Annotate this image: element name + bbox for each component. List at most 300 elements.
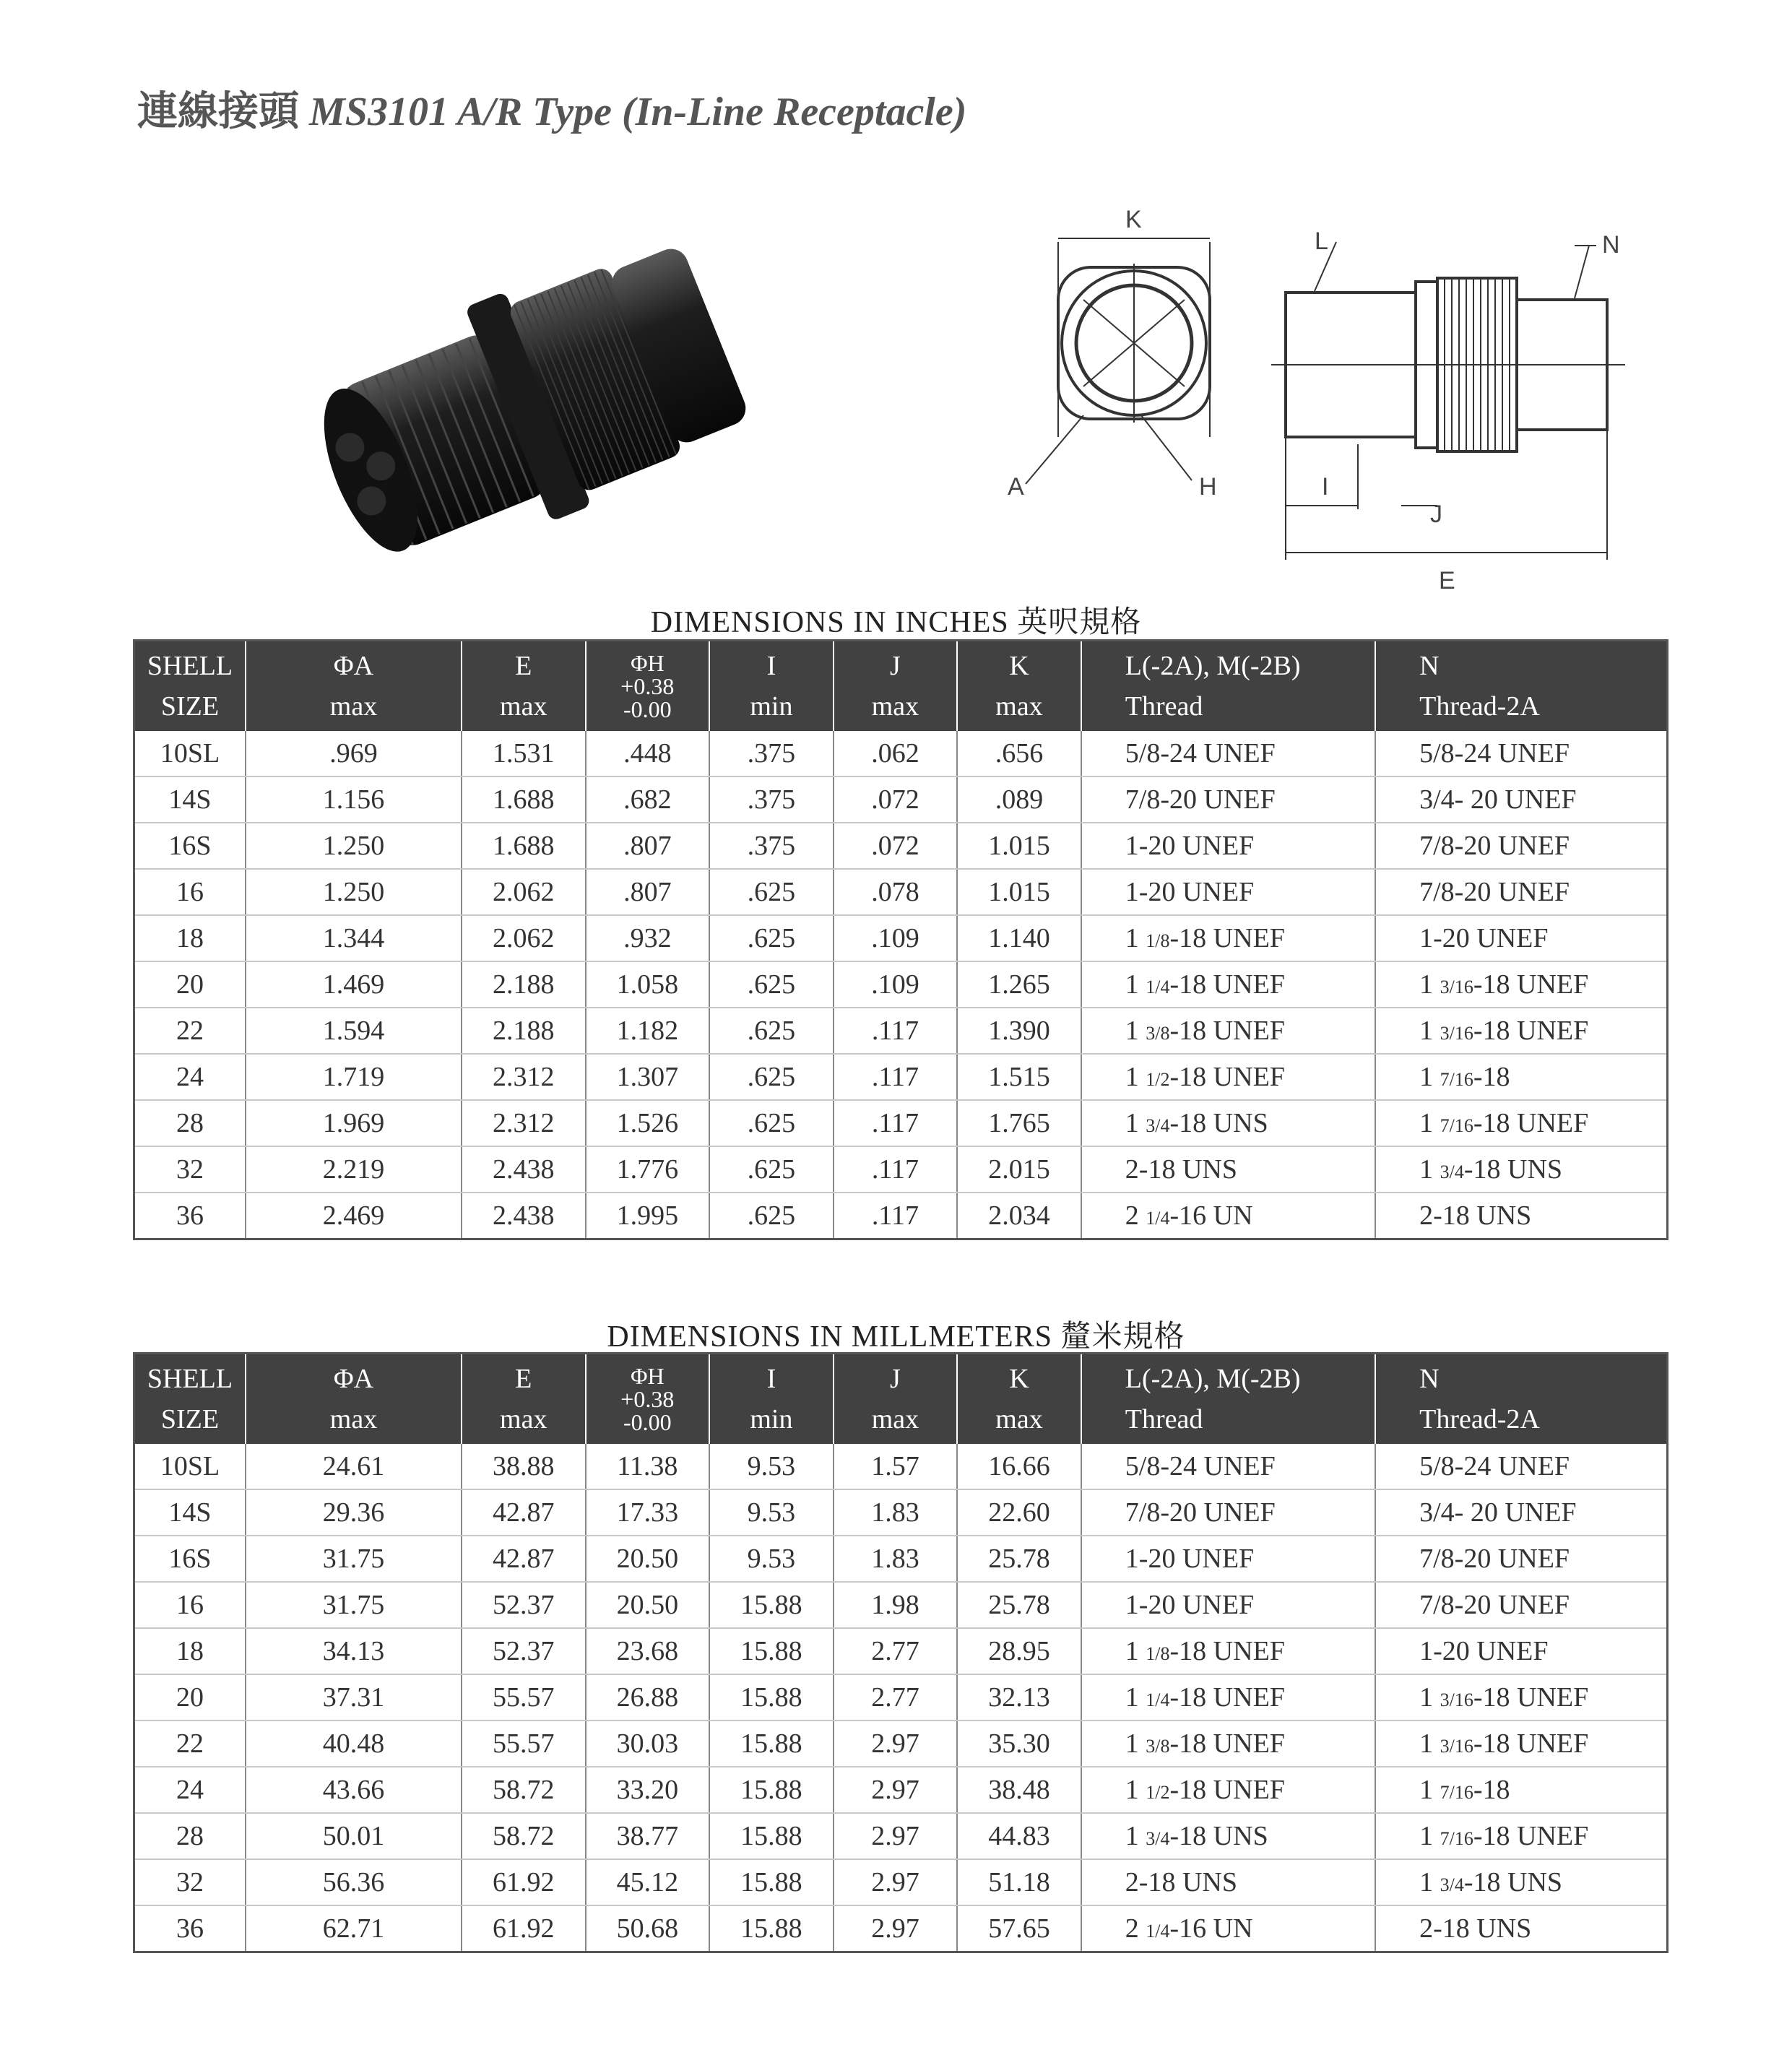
cell-k: 25.78 — [957, 1582, 1081, 1628]
cell-shell: 32 — [134, 1859, 246, 1905]
col-a: ΦA max — [246, 641, 462, 732]
thread-text: -18 UNEF — [1473, 1016, 1589, 1046]
table-row — [134, 1767, 1668, 1813]
cell-j: .117 — [834, 1008, 958, 1054]
thread-text: -16 UN — [1169, 1200, 1253, 1231]
thread-fraction: 3/4 — [1440, 1161, 1464, 1182]
cell-l-thread — [1081, 1489, 1375, 1536]
cell-shell: 16S — [134, 1536, 246, 1582]
table-row — [134, 823, 1668, 869]
label-i: I — [1322, 473, 1329, 501]
cell-e: 61.92 — [462, 1905, 586, 1952]
thread-text: -18 UNEF — [1169, 1775, 1285, 1805]
thread-text: 1 — [1125, 1821, 1146, 1851]
thread-text: 1 — [1419, 1154, 1440, 1185]
cell-shell: 24 — [134, 1767, 246, 1813]
cell-e: 58.72 — [462, 1813, 586, 1859]
table-row — [134, 1146, 1668, 1193]
thread-text: 1 — [1125, 1062, 1146, 1092]
cell-l-thread — [1081, 1628, 1375, 1674]
page-title — [137, 79, 966, 137]
cell-i: 15.88 — [709, 1582, 834, 1628]
cell-n-thread — [1375, 1054, 1667, 1100]
cell-k: 1.515 — [957, 1054, 1081, 1100]
inches-caption: DIMENSIONS IN INCHES 英呎規格 — [650, 606, 1142, 639]
cell-k: 32.13 — [957, 1674, 1081, 1721]
col-e: E max — [462, 641, 586, 732]
cell-j: 2.97 — [834, 1813, 958, 1859]
title-zh: 連線接頭 — [137, 90, 299, 134]
table-row — [134, 1674, 1668, 1721]
thread-text: 1 — [1419, 1062, 1440, 1092]
thread-text: 5/8-24 UNEF — [1419, 738, 1570, 769]
cell-n-thread — [1375, 1193, 1667, 1239]
cell-e: 55.57 — [462, 1674, 586, 1721]
cell-a: 1.969 — [246, 1100, 462, 1146]
cell-e: 2.312 — [462, 1100, 586, 1146]
cell-a: 40.48 — [246, 1721, 462, 1767]
cell-k: 1.765 — [957, 1100, 1081, 1146]
table-row — [134, 915, 1668, 961]
cell-k: 1.140 — [957, 915, 1081, 961]
cell-i: .625 — [709, 915, 834, 961]
cell-n-thread — [1375, 1813, 1667, 1859]
cell-i: 15.88 — [709, 1905, 834, 1952]
table-row — [134, 1444, 1668, 1489]
col-i: I min — [709, 641, 834, 732]
thread-text: 1 — [1419, 1728, 1440, 1759]
cell-shell: 14S — [134, 1489, 246, 1536]
cell-shell: 10SL — [134, 1444, 246, 1489]
thread-text: -18 UNEF — [1169, 1016, 1285, 1046]
cell-i: 15.88 — [709, 1628, 834, 1674]
table-row — [134, 1008, 1668, 1054]
cell-e: 2.062 — [462, 869, 586, 915]
cell-i: .625 — [709, 1054, 834, 1100]
table-row — [134, 1193, 1668, 1239]
thread-text: 2 — [1125, 1200, 1146, 1231]
cell-j: .072 — [834, 823, 958, 869]
col-e: E max — [462, 1354, 586, 1445]
label-k: K — [1125, 206, 1142, 233]
thread-text: 1 — [1419, 1867, 1440, 1897]
mm-table — [133, 1352, 1668, 1953]
table-row — [134, 776, 1668, 823]
thread-text: -18 UNEF — [1473, 1682, 1589, 1713]
cell-h: 1.526 — [586, 1100, 710, 1146]
thread-fraction: 1/2 — [1146, 1782, 1170, 1803]
thread-text: -16 UN — [1169, 1913, 1253, 1944]
cell-shell: 18 — [134, 1628, 246, 1674]
cell-h: 33.20 — [586, 1767, 710, 1813]
cell-e: 1.688 — [462, 823, 586, 869]
table-row — [134, 1054, 1668, 1100]
cell-shell: 36 — [134, 1905, 246, 1952]
cell-h: 23.68 — [586, 1628, 710, 1674]
col-h: ΦH +0.38 -0.00 — [586, 1354, 710, 1445]
cell-l-thread — [1081, 776, 1375, 823]
cell-i: 15.88 — [709, 1721, 834, 1767]
label-h: H — [1199, 473, 1217, 501]
cell-l-thread — [1081, 1536, 1375, 1582]
cell-h: 1.776 — [586, 1146, 710, 1193]
cell-a: 34.13 — [246, 1628, 462, 1674]
col-n-thread: N Thread-2A — [1375, 1354, 1667, 1445]
cell-h: .807 — [586, 869, 710, 915]
label-n: N — [1602, 231, 1620, 259]
cell-h: 1.182 — [586, 1008, 710, 1054]
cell-h: 45.12 — [586, 1859, 710, 1905]
cell-l-thread — [1081, 1146, 1375, 1193]
table-row — [134, 1628, 1668, 1674]
cell-j: 2.97 — [834, 1905, 958, 1952]
thread-fraction: 1/4 — [1146, 977, 1170, 997]
cell-a: 2.469 — [246, 1193, 462, 1239]
cell-l-thread — [1081, 1813, 1375, 1859]
thread-text: -18 UNS — [1169, 1821, 1268, 1851]
cell-j: 1.98 — [834, 1582, 958, 1628]
col-i: I min — [709, 1354, 834, 1445]
table-row — [134, 1859, 1668, 1905]
thread-fraction: 3/16 — [1440, 1736, 1473, 1757]
cell-h: .682 — [586, 776, 710, 823]
cell-j: 2.97 — [834, 1859, 958, 1905]
thread-text: 2-18 UNS — [1419, 1913, 1532, 1944]
cell-i: .625 — [709, 1008, 834, 1054]
cell-a: 1.719 — [246, 1054, 462, 1100]
thread-text: 5/8-24 UNEF — [1125, 1451, 1276, 1481]
cell-j: 1.83 — [834, 1489, 958, 1536]
thread-fraction: 3/4 — [1440, 1874, 1464, 1895]
cell-n-thread — [1375, 1536, 1667, 1582]
thread-text: 1-20 UNEF — [1125, 1590, 1255, 1620]
cell-e: 38.88 — [462, 1444, 586, 1489]
cell-k: 38.48 — [957, 1767, 1081, 1813]
cell-i: .625 — [709, 869, 834, 915]
cell-i: .625 — [709, 1100, 834, 1146]
cell-shell: 32 — [134, 1146, 246, 1193]
mm-caption: DIMENSIONS IN MILLMETERS 釐米規格 — [607, 1320, 1185, 1354]
thread-text: 1-20 UNEF — [1125, 1544, 1255, 1574]
thread-text: 1 — [1419, 1775, 1440, 1805]
cell-h: 30.03 — [586, 1721, 710, 1767]
thread-text: 1 — [1419, 1108, 1440, 1138]
cell-n-thread — [1375, 1767, 1667, 1813]
thread-text: 1 — [1125, 1016, 1146, 1046]
cell-n-thread — [1375, 1859, 1667, 1905]
cell-i: 15.88 — [709, 1767, 834, 1813]
thread-text: -18 UNEF — [1169, 969, 1285, 1000]
cell-h: 1.058 — [586, 961, 710, 1008]
cell-l-thread — [1081, 1008, 1375, 1054]
cell-a: 37.31 — [246, 1674, 462, 1721]
cell-n-thread — [1375, 1008, 1667, 1054]
title-en: MS3101 A/R Type (In-Line Receptacle) — [309, 90, 967, 134]
cell-j: .072 — [834, 776, 958, 823]
cell-j: 1.83 — [834, 1536, 958, 1582]
thread-text: -18 UNEF — [1169, 923, 1285, 953]
cell-e: 61.92 — [462, 1859, 586, 1905]
cell-l-thread — [1081, 1054, 1375, 1100]
col-j: J max — [834, 1354, 958, 1445]
cell-l-thread — [1081, 915, 1375, 961]
thread-fraction: 1/8 — [1146, 930, 1170, 951]
cell-j: 2.97 — [834, 1767, 958, 1813]
cell-l-thread — [1081, 1444, 1375, 1489]
cell-a: 1.250 — [246, 869, 462, 915]
thread-fraction: 1/8 — [1146, 1643, 1170, 1664]
table-row — [134, 1721, 1668, 1767]
cell-k: 1.015 — [957, 823, 1081, 869]
thread-text: -18 — [1473, 1062, 1510, 1092]
cell-n-thread — [1375, 1100, 1667, 1146]
thread-text: -18 UNEF — [1473, 1108, 1589, 1138]
thread-text: 2 — [1125, 1913, 1146, 1944]
thread-text: 1 — [1125, 1775, 1146, 1805]
table-row — [134, 731, 1668, 776]
cell-a: 62.71 — [246, 1905, 462, 1952]
thread-text: 1 — [1125, 923, 1146, 953]
cell-k: 57.65 — [957, 1905, 1081, 1952]
cell-j: .078 — [834, 869, 958, 915]
cell-shell: 20 — [134, 961, 246, 1008]
cell-a: 1.250 — [246, 823, 462, 869]
thread-fraction: 3/16 — [1440, 977, 1473, 997]
cell-a: 56.36 — [246, 1859, 462, 1905]
cell-a: 29.36 — [246, 1489, 462, 1536]
label-l: L — [1315, 228, 1328, 255]
cell-e: 2.188 — [462, 961, 586, 1008]
col-l-thread: L(-2A), M(-2B) Thread — [1081, 641, 1375, 732]
cell-k: 1.265 — [957, 961, 1081, 1008]
cell-a: 1.156 — [246, 776, 462, 823]
cell-k: 22.60 — [957, 1489, 1081, 1536]
cell-e: 2.312 — [462, 1054, 586, 1100]
cell-l-thread — [1081, 1721, 1375, 1767]
thread-text: 1 — [1419, 969, 1440, 1000]
cell-n-thread — [1375, 1444, 1667, 1489]
col-a: ΦA max — [246, 1354, 462, 1445]
cell-i: .375 — [709, 731, 834, 776]
cell-i: .625 — [709, 1146, 834, 1193]
thread-text: 2-18 UNS — [1125, 1154, 1237, 1185]
cell-shell: 10SL — [134, 731, 246, 776]
cell-n-thread — [1375, 1582, 1667, 1628]
thread-text: 1-20 UNEF — [1419, 923, 1549, 953]
cell-shell: 28 — [134, 1813, 246, 1859]
cell-n-thread — [1375, 869, 1667, 915]
cell-k: 44.83 — [957, 1813, 1081, 1859]
cell-n-thread — [1375, 731, 1667, 776]
cell-l-thread — [1081, 869, 1375, 915]
thread-text: 5/8-24 UNEF — [1125, 738, 1276, 769]
cell-i: .375 — [709, 823, 834, 869]
thread-fraction: 7/16 — [1440, 1115, 1473, 1136]
cell-i: 15.88 — [709, 1674, 834, 1721]
table-row — [134, 961, 1668, 1008]
col-h: ΦH +0.38 -0.00 — [586, 641, 710, 732]
cell-a: 1.594 — [246, 1008, 462, 1054]
cell-shell: 20 — [134, 1674, 246, 1721]
cell-h: .807 — [586, 823, 710, 869]
cell-shell: 36 — [134, 1193, 246, 1239]
cell-shell: 18 — [134, 915, 246, 961]
col-k: K max — [957, 641, 1081, 732]
cell-i: .375 — [709, 776, 834, 823]
cell-j: .109 — [834, 961, 958, 1008]
thread-fraction: 1/2 — [1146, 1069, 1170, 1090]
cell-k: 28.95 — [957, 1628, 1081, 1674]
cell-shell: 16 — [134, 1582, 246, 1628]
cell-l-thread — [1081, 1674, 1375, 1721]
cell-a: 31.75 — [246, 1536, 462, 1582]
table-row — [134, 1536, 1668, 1582]
thread-fraction: 7/16 — [1440, 1069, 1473, 1090]
cell-n-thread — [1375, 1628, 1667, 1674]
thread-text: 7/8-20 UNEF — [1419, 1544, 1570, 1574]
table-row — [134, 1100, 1668, 1146]
cell-shell: 14S — [134, 776, 246, 823]
header-row — [134, 641, 1668, 732]
cell-e: 2.438 — [462, 1146, 586, 1193]
thread-text: 1-20 UNEF — [1419, 1636, 1549, 1666]
thread-text: -18 UNS — [1463, 1154, 1563, 1185]
cell-n-thread — [1375, 961, 1667, 1008]
thread-text: 7/8-20 UNEF — [1419, 1590, 1570, 1620]
cell-shell: 24 — [134, 1054, 246, 1100]
col-l-thread: L(-2A), M(-2B) Thread — [1081, 1354, 1375, 1445]
cell-j: .117 — [834, 1193, 958, 1239]
thread-text: 3/4- 20 UNEF — [1419, 784, 1577, 815]
table-row — [134, 1813, 1668, 1859]
thread-text: 2-18 UNS — [1419, 1200, 1532, 1231]
cell-e: 52.37 — [462, 1628, 586, 1674]
table-row — [134, 1489, 1668, 1536]
thread-text: 2-18 UNS — [1125, 1867, 1237, 1897]
cell-k: 25.78 — [957, 1536, 1081, 1582]
thread-text: 1 — [1125, 1682, 1146, 1713]
label-a: A — [1008, 473, 1024, 501]
cell-a: 43.66 — [246, 1767, 462, 1813]
cell-n-thread — [1375, 915, 1667, 961]
cell-shell: 22 — [134, 1008, 246, 1054]
cell-e: 52.37 — [462, 1582, 586, 1628]
thread-fraction: 1/4 — [1146, 1208, 1170, 1229]
cell-n-thread — [1375, 1674, 1667, 1721]
cell-h: 20.50 — [586, 1582, 710, 1628]
thread-fraction: 7/16 — [1440, 1782, 1473, 1803]
cell-i: 15.88 — [709, 1813, 834, 1859]
thread-fraction: 1/4 — [1146, 1689, 1170, 1710]
cell-l-thread — [1081, 1100, 1375, 1146]
cell-a: 1.344 — [246, 915, 462, 961]
cell-e: 42.87 — [462, 1536, 586, 1582]
thread-text: 3/4- 20 UNEF — [1419, 1497, 1577, 1528]
dimension-diagram — [997, 199, 1647, 603]
cell-j: 2.97 — [834, 1721, 958, 1767]
cell-j: 1.57 — [834, 1444, 958, 1489]
thread-text: 7/8-20 UNEF — [1125, 1497, 1276, 1528]
thread-text: 1 — [1419, 1016, 1440, 1046]
thread-fraction: 3/16 — [1440, 1689, 1473, 1710]
cell-shell: 22 — [134, 1721, 246, 1767]
thread-text: 1 — [1125, 969, 1146, 1000]
cell-h: 38.77 — [586, 1813, 710, 1859]
cell-e: 58.72 — [462, 1767, 586, 1813]
cell-h: 17.33 — [586, 1489, 710, 1536]
thread-fraction: 3/4 — [1146, 1115, 1170, 1136]
cell-h: 50.68 — [586, 1905, 710, 1952]
thread-text: -18 UNEF — [1169, 1062, 1285, 1092]
thread-text: 7/8-20 UNEF — [1419, 877, 1570, 907]
thread-text: 1 — [1125, 1728, 1146, 1759]
cell-n-thread — [1375, 1905, 1667, 1952]
cell-k: 35.30 — [957, 1721, 1081, 1767]
connector-photo — [282, 199, 758, 574]
cell-l-thread — [1081, 961, 1375, 1008]
thread-text: -18 UNS — [1463, 1867, 1563, 1897]
cell-l-thread — [1081, 1905, 1375, 1952]
cell-k: .656 — [957, 731, 1081, 776]
cell-j: 2.77 — [834, 1674, 958, 1721]
thread-text: -18 UNEF — [1473, 969, 1589, 1000]
thread-text: 7/8-20 UNEF — [1125, 784, 1276, 815]
cell-l-thread — [1081, 823, 1375, 869]
cell-k: 51.18 — [957, 1859, 1081, 1905]
cell-j: .117 — [834, 1054, 958, 1100]
header-row — [134, 1354, 1668, 1445]
col-j: J max — [834, 641, 958, 732]
cell-e: 2.438 — [462, 1193, 586, 1239]
cell-n-thread — [1375, 1721, 1667, 1767]
cell-n-thread — [1375, 1146, 1667, 1193]
col-n-thread: N Thread-2A — [1375, 641, 1667, 732]
label-j: J — [1430, 501, 1442, 528]
cell-h: 11.38 — [586, 1444, 710, 1489]
cell-j: .117 — [834, 1100, 958, 1146]
thread-text: -18 UNEF — [1169, 1636, 1285, 1666]
cell-i: 9.53 — [709, 1489, 834, 1536]
cell-l-thread — [1081, 1859, 1375, 1905]
cell-shell: 16S — [134, 823, 246, 869]
thread-text: 1-20 UNEF — [1125, 831, 1255, 861]
cell-j: 2.77 — [834, 1628, 958, 1674]
table-row — [134, 1905, 1668, 1952]
cell-a: .969 — [246, 731, 462, 776]
col-shell-size: SHELL SIZE — [134, 1354, 246, 1445]
cell-n-thread — [1375, 823, 1667, 869]
cell-l-thread — [1081, 1582, 1375, 1628]
cell-e: 2.188 — [462, 1008, 586, 1054]
thread-text: 1 — [1125, 1636, 1146, 1666]
thread-text: -18 UNS — [1169, 1108, 1268, 1138]
col-shell-size: SHELL SIZE — [134, 641, 246, 732]
cell-i: 15.88 — [709, 1859, 834, 1905]
cell-a: 2.219 — [246, 1146, 462, 1193]
cell-k: 2.034 — [957, 1193, 1081, 1239]
cell-shell: 16 — [134, 869, 246, 915]
cell-i: 9.53 — [709, 1444, 834, 1489]
cell-a: 50.01 — [246, 1813, 462, 1859]
cell-a: 24.61 — [246, 1444, 462, 1489]
cell-i: .625 — [709, 961, 834, 1008]
label-e: E — [1439, 567, 1455, 594]
thread-text: 7/8-20 UNEF — [1419, 831, 1570, 861]
thread-text: -18 — [1473, 1775, 1510, 1805]
thread-fraction: 1/4 — [1146, 1921, 1170, 1942]
thread-text: -18 UNEF — [1473, 1728, 1589, 1759]
cell-e: 2.062 — [462, 915, 586, 961]
